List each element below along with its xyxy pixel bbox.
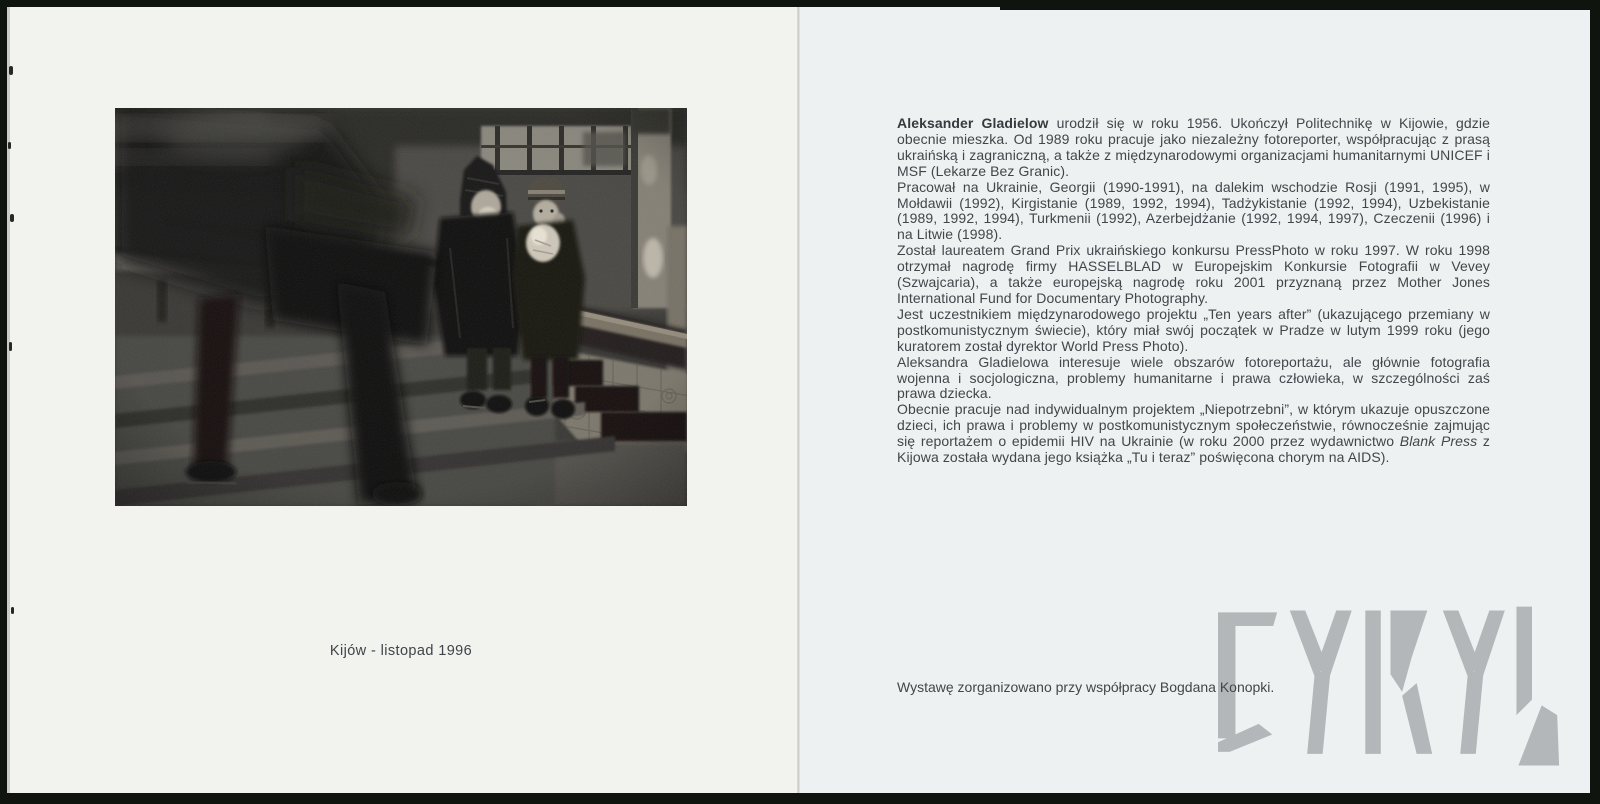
right-page bbox=[800, 7, 1590, 793]
bio-paragraph-6: Obecnie pracuje nad indywidualnym projektem „Niepotrzebni”, w którym ukazuje opuszczone dzieci, ich prawa i problemy w postkomunistycznym społeczeństwie, równocześnie zajmując się reportażem o epidemii HIV na Ukrainie (w roku 2000 przez wydawnictwo Blank Press z Kijowa została wydana jego książka „Tu i teraz” poświęcona chorym na AIDS). bbox=[897, 401, 1490, 466]
publisher-name: Blank Press bbox=[1399, 433, 1478, 450]
scan-artifact bbox=[9, 342, 12, 351]
scan-artifact bbox=[8, 142, 11, 149]
biography-text bbox=[897, 116, 1490, 466]
bio-paragraph-4: Jest uczestnikiem międzynarodowego projektu „Ten years after” (ukazującego przemiany w postkomunistycznym świecie), który miał swój początek w Pradze w lutym 1999 roku (jego kuratorem został dyrektor World Press Photo). bbox=[897, 305, 1490, 354]
exhibition-credit: Wystawę zorganizowano przy współpracy Bogdana Konopki. bbox=[897, 679, 1275, 695]
scan-edge-bottom bbox=[0, 793, 1600, 804]
photo-texture bbox=[115, 108, 687, 506]
page-gutter bbox=[797, 7, 800, 793]
photograph bbox=[115, 108, 687, 506]
scan-artifact bbox=[11, 607, 14, 614]
scan-artifact bbox=[10, 214, 14, 222]
photo-image bbox=[115, 108, 687, 506]
left-page bbox=[7, 7, 798, 793]
bio-paragraph-2: Pracował na Ukrainie, Georgii (1990-1991), na dalekim wschodzie Rosji (1991, 1995), w Mołdawii (1992), Kirgistanie (1989, 1992, 1994), Tadżykistanie (1992, 1994), Uzbekistanie (1989, 1992, 1994), Turkmenii (1992), Azerbejdżanie (1992, 1994, 1997), Czeczenii (1996) i na Litwie (1998). bbox=[897, 178, 1490, 243]
bio-paragraph-5: Aleksandra Gladielowa interesuje wiele obszarów fotoreportażu, ale głównie fotografia wojenna i socjologiczna, problemy humanitarne i prawa człowieka, w szczególności zaś prawa dziecka. bbox=[897, 353, 1490, 402]
scan-artifact bbox=[9, 66, 13, 75]
scan-edge-left bbox=[0, 0, 7, 804]
photo-caption: Kijów - listopad 1996 bbox=[329, 643, 473, 659]
scan-edge-top-right bbox=[1000, 0, 1600, 10]
bio-paragraph-1: Aleksander Gladielow urodził się w roku 1956. Ukończył Politechnikę w Kijowie, gdzie obecnie mieszka. Od 1989 roku pracuje jako niezależny fotoreporter, współpracując z prasą ukraińską i zagraniczną, a także z międzynarodowymi organizacjami humanitarnymi UNICEF i MSF (Lekarze Bez Granic). bbox=[897, 115, 1491, 179]
scan-edge-right bbox=[1590, 0, 1600, 804]
bio-paragraph-3: Został laureatem Grand Prix ukraińskiego konkursu PressPhoto w roku 1997. W roku 1998 otrzymał nagrodę firmy HASSELBLAD w Europejskim Konkursie Fotografii w Vevey (Szwajcaria), a także europejską nagrodę roku 2001 przyznaną przez Mother Jones International Fund for Documentary Photography. bbox=[897, 242, 1490, 306]
artist-name: Aleksander Gladielow bbox=[897, 115, 1049, 131]
